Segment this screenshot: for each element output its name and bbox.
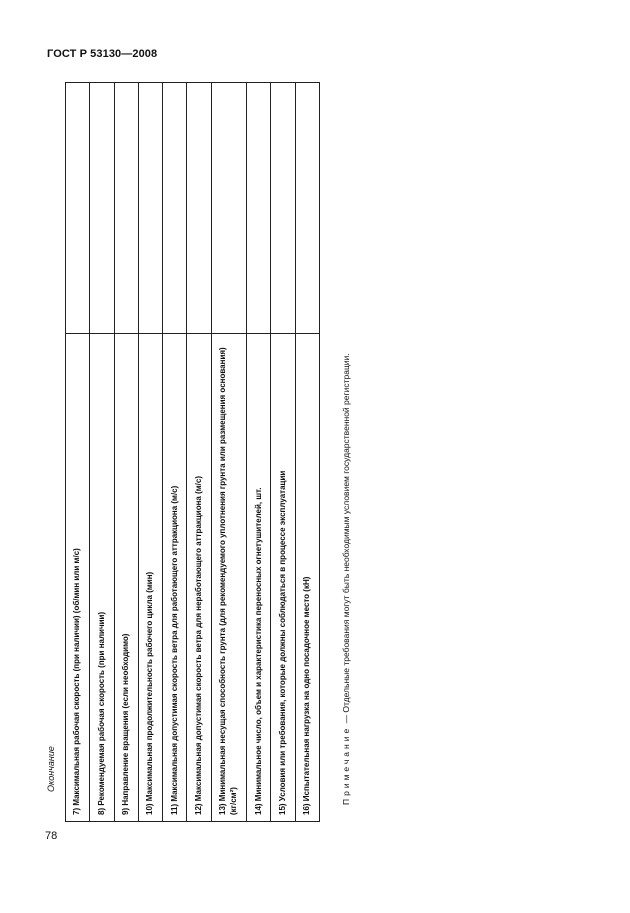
table-row [90,83,114,822]
table-row [114,83,138,822]
table-row [271,83,295,822]
table-row [138,83,162,822]
table-cell-label: 13) Минимальная несущая способность грунта (для рекомендуемого уплотнения грунта или размещения основания) (кг/см²) [211,334,247,822]
page-number: 78 [45,830,58,842]
table-cell-value [247,83,271,334]
table-cell-value [271,83,295,334]
table-cell-value [163,83,187,334]
table-cell-label: 9) Направление вращения (если необходимо) [114,334,138,822]
document-header: ГОСТ Р 53130—2008 [47,48,158,60]
table-cell-value [138,83,162,334]
table-row [211,83,247,822]
continuation-label: Окончание [46,746,56,792]
table-row [163,83,187,822]
table-note [341,353,351,805]
table-row [66,83,90,822]
table-cell-label: 8) Рекомендуемая рабочая скорость (при наличии) [90,334,114,822]
table-cell-label: 11) Максимальная допустимая скорость ветра для работающего аттракциона (м/с) [163,334,187,822]
table-cell-value [114,83,138,334]
table-cell-label: 15) Условия или требования, которые должны соблюдаться в процессе эксплуатации [271,334,295,822]
table-cell-label: 7) Максимальная рабочая скорость (при наличии) (об/мин или м/с) [66,334,90,822]
note-text: — Отдельные требования могут быть необходимым условием государственной регистрации. [341,353,351,726]
table-cell-label: 10) Максимальная продолжительность рабочего цикла (мин) [138,334,162,822]
table-row [295,83,319,822]
table-cell-label: 12) Максимальная допустимая скорость ветра для неработающего аттракциона (м/с) [187,334,211,822]
specs-table [65,82,320,822]
note-lead: Примечание [341,725,351,805]
table-cell-value [66,83,90,334]
table-cell-value [295,83,319,334]
table-cell-value [90,83,114,334]
table-cell-label: 16) Испытательная нагрузка на одно посадочное место (кН) [295,334,319,822]
table-cell-value [187,83,211,334]
table-row [187,83,211,822]
table-cell-label: 14) Минимальное число, объем и характеристика переносных огнетушителей, шт. [247,334,271,822]
table-cell-value [211,83,247,334]
table-row [247,83,271,822]
